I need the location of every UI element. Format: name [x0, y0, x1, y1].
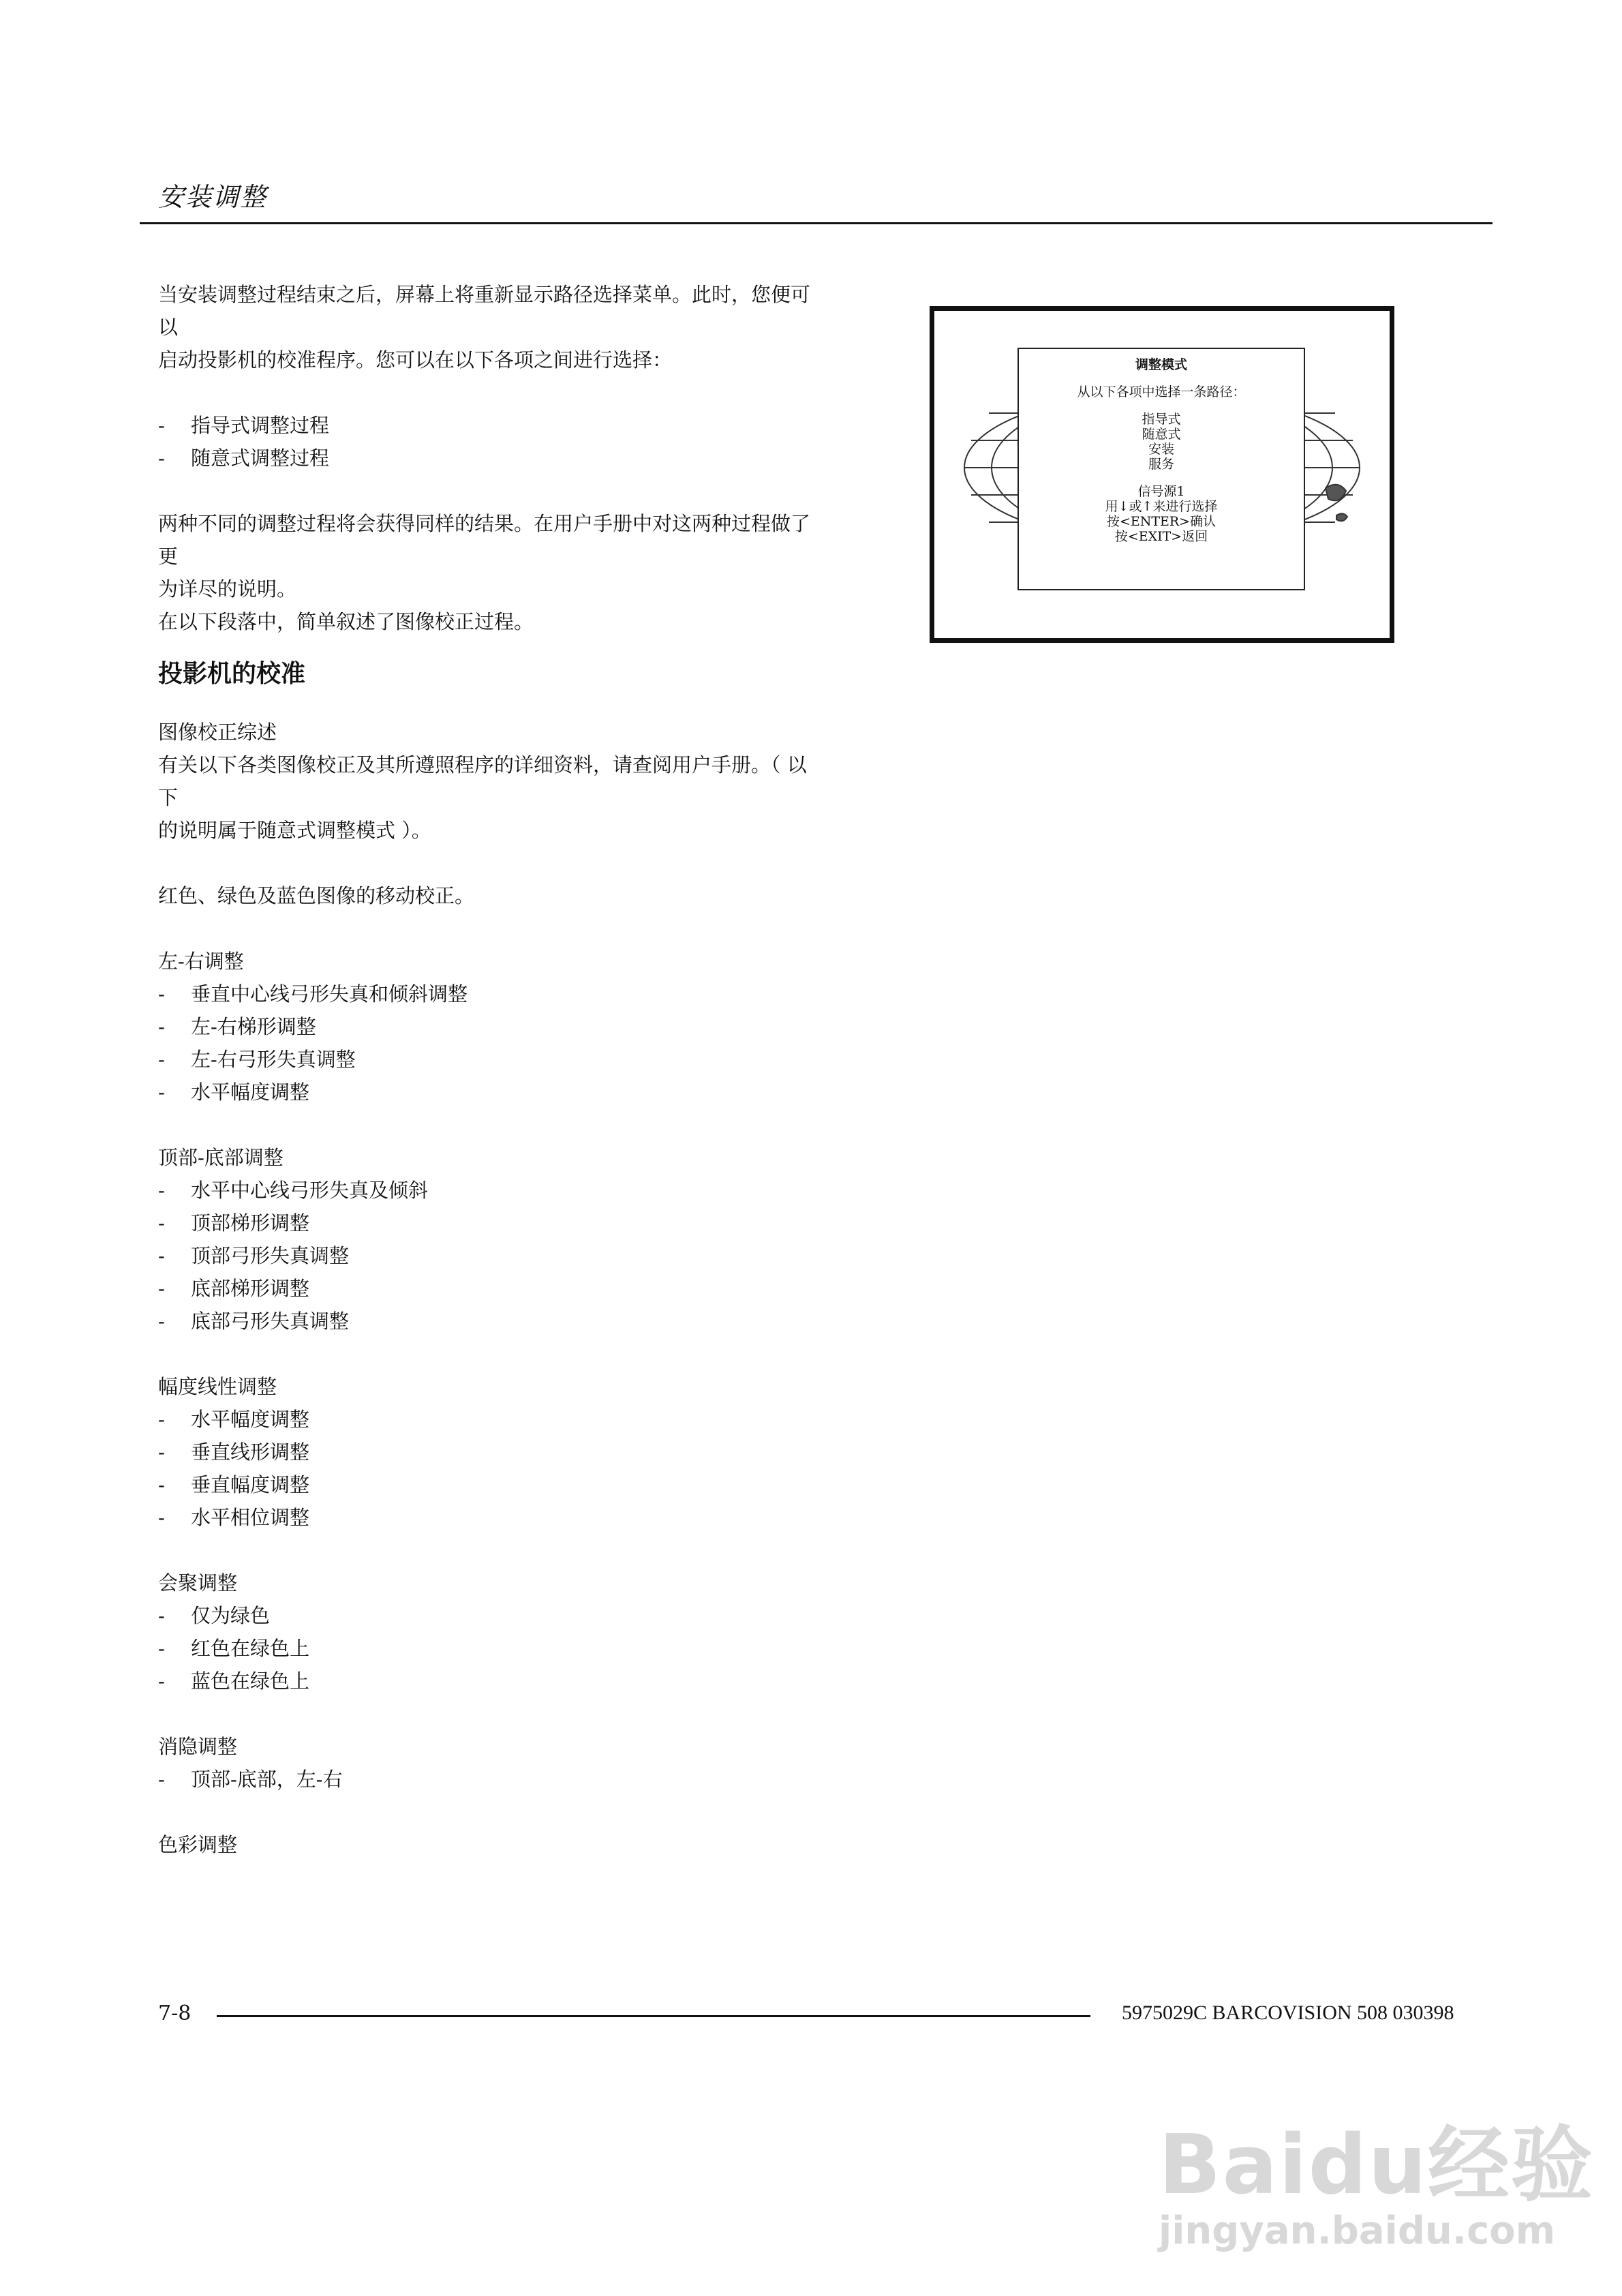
- menu-source: 信号源1: [1137, 484, 1185, 499]
- list-item: - 底部弓形失真调整: [158, 1310, 350, 1333]
- footer-divider: [217, 2015, 1090, 2017]
- intro-paragraph-line: 当安装调整过程结束之后，屏幕上将重新显示路径选择菜单。此时，您便可以: [158, 283, 811, 339]
- intro-paragraph-line: 为详尽的说明。: [158, 577, 297, 601]
- group-title: 左-右调整: [158, 950, 244, 973]
- list-item: - 底部梯形调整: [158, 1277, 310, 1300]
- body-text-line: 红色、绿色及蓝色图像的移动校正。: [158, 884, 475, 907]
- section-title: 投影机的校准: [158, 659, 306, 688]
- list-item: - 左-右弓形失真调整: [158, 1048, 356, 1071]
- menu-option[interactable]: 安装: [1148, 442, 1174, 457]
- group-title: 色彩调整: [158, 1833, 238, 1856]
- body-text-line: 有关以下各类图像校正及其所遵照程序的详细资料，请查阅用户手册。（ 以下: [158, 753, 807, 809]
- page-header-title: 安装调整: [158, 182, 268, 212]
- group-title: 会聚调整: [158, 1571, 238, 1595]
- baidu-watermark-url: jingyan.baidu.com: [1159, 2209, 1556, 2253]
- list-item: - 水平相位调整: [158, 1506, 310, 1529]
- list-item: - 蓝色在绿色上: [158, 1670, 310, 1693]
- menu-title: 调整模式: [1135, 357, 1187, 372]
- intro-paragraph-line: 启动投影机的校准程序。您可以在以下各项之间进行选择：: [158, 348, 673, 372]
- menu-hint: 用↓或↑来进行选择: [1105, 499, 1218, 514]
- list-item: - 仅为绿色: [158, 1604, 271, 1627]
- intro-paragraph-line: 两种不同的调整过程将会获得同样的结果。在用户手册中对这两种过程做了更: [158, 512, 811, 568]
- group-title: 幅度线性调整: [158, 1375, 277, 1398]
- menu-hint: 按<EXIT>返回: [1114, 529, 1208, 544]
- list-item: - 垂直中心线弓形失真和倾斜调整: [158, 982, 468, 1006]
- list-item: - 水平幅度调整: [158, 1081, 310, 1104]
- list-item: - 顶部-底部，左-右: [158, 1768, 343, 1791]
- list-item: - 水平幅度调整: [158, 1408, 310, 1431]
- menu-option[interactable]: 服务: [1148, 457, 1174, 472]
- list-item: - 指导式调整过程: [158, 414, 330, 437]
- list-item: - 水平中心线弓形失真及倾斜: [158, 1179, 429, 1202]
- list-item: - 垂直线形调整: [158, 1440, 310, 1464]
- header-divider: [140, 222, 1493, 224]
- list-item: - 顶部梯形调整: [158, 1211, 310, 1235]
- list-item: - 红色在绿色上: [158, 1637, 310, 1660]
- page-number: 7-8: [158, 2002, 192, 2025]
- menu-option[interactable]: 随意式: [1142, 427, 1181, 442]
- list-item: - 垂直幅度调整: [158, 1473, 310, 1496]
- main-text-column: [158, 278, 812, 1861]
- group-title: 消隐调整: [158, 1735, 238, 1758]
- body-text-line: 的说明属于随意式调整模式 ）。: [158, 819, 431, 842]
- group-title: 顶部-底部调整: [158, 1146, 284, 1169]
- menu-prompt: 从以下各项中选择一条路径：: [1077, 384, 1246, 399]
- list-item: - 顶部弓形失真调整: [158, 1244, 350, 1267]
- adjustment-mode-menu: [1017, 348, 1305, 590]
- intro-paragraph-line: 在以下段落中，简单叙述了图像校正过程。: [158, 610, 534, 633]
- baidu-watermark-logo: Baidu经验: [1159, 2118, 1594, 2213]
- list-item: - 左-右梯形调整: [158, 1015, 316, 1038]
- projector-screen-illustration: [930, 306, 1394, 643]
- menu-option[interactable]: 指导式: [1142, 412, 1181, 427]
- document-reference: 5975029C BARCOVISION 508 030398: [1122, 2002, 1454, 2024]
- menu-hint: 按<ENTER>确认: [1106, 514, 1216, 529]
- subsection-title: 图像校正综述: [158, 721, 277, 744]
- list-item: - 随意式调整过程: [158, 447, 330, 470]
